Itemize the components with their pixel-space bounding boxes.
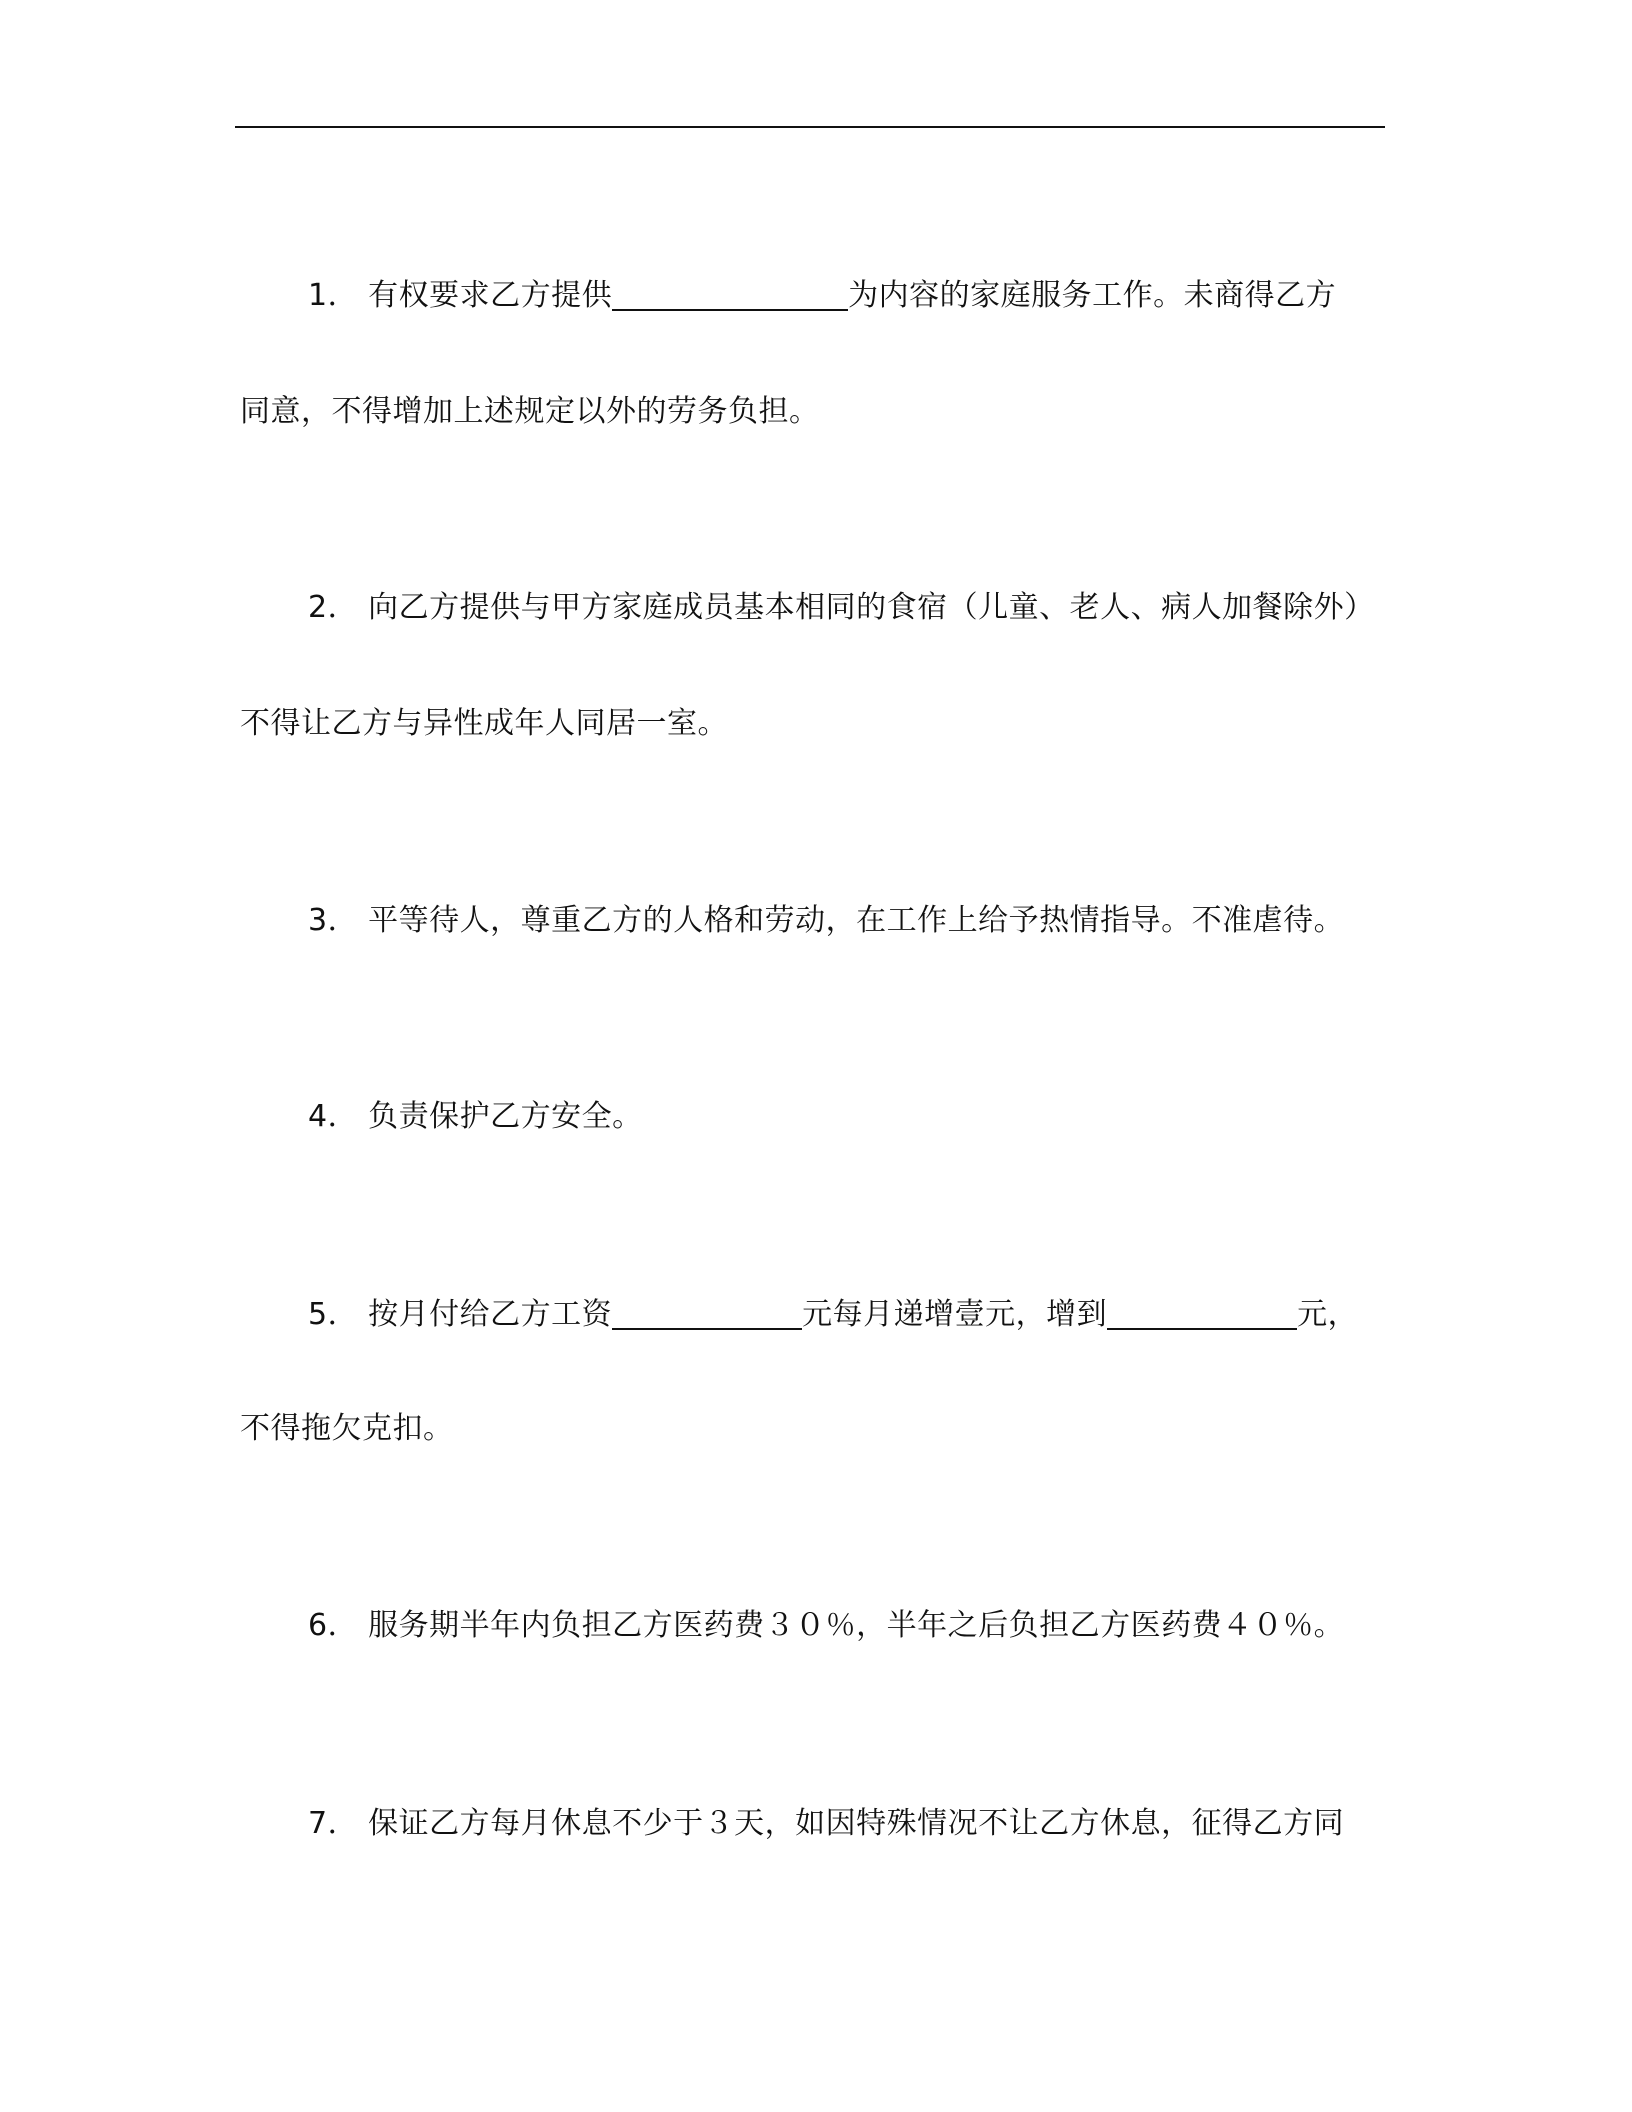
item-5-text-part-1: 按月付给乙方工资 [368,1297,613,1332]
item-1-text-after-blank: 为内容的家庭服务工作。未商得乙方 [848,278,1337,313]
item-7-text: 保证乙方每月休息不少于３天，如因特殊情况不让乙方休息，征得乙方同 [368,1806,1345,1841]
item-5-max-wage-blank[interactable] [1107,1298,1297,1330]
item-2-text: 向乙方提供与甲方家庭成员基本相同的食宿（儿童、老人、病人加餐除外） [368,590,1375,625]
item-5-continuation: 不得拖欠克扣。 [240,1411,454,1446]
item-1-continuation: 同意，不得增加上述规定以外的劳务负担。 [240,394,820,429]
item-3-line-1 [308,901,1344,941]
header-rule [235,126,1385,128]
item-5-line-2 [240,1409,454,1449]
item-1-number: 1． [308,278,359,313]
item-5-wage-blank[interactable] [612,1298,802,1330]
item-6-text: 服务期半年内负担乙方医药费３０％，半年之后负担乙方医药费４０％。 [368,1608,1345,1643]
item-2-number: 2． [308,590,359,625]
item-6-number: 6． [308,1608,359,1643]
item-5-number: 5． [308,1297,359,1332]
item-1-line-1 [308,276,1336,316]
item-5-text-part-3: 元， [1297,1297,1359,1332]
item-7-line-1 [308,1804,1344,1844]
item-3-number: 3． [308,903,359,938]
item-1-line-2 [240,392,820,432]
item-5-text-part-2: 元每月递增壹元，增到 [802,1297,1108,1332]
item-5-line-1 [308,1295,1358,1335]
item-6-line-1 [308,1606,1344,1646]
item-2-line-1 [308,588,1375,628]
item-7-number: 7． [308,1806,359,1841]
item-2-continuation: 不得让乙方与异性成年人同居一室。 [240,706,728,741]
item-4-line-1 [308,1097,643,1137]
item-1-text-before-blank: 有权要求乙方提供 [368,278,613,313]
item-3-text: 平等待人，尊重乙方的人格和劳动，在工作上给予热情指导。不准虐待。 [368,903,1345,938]
item-4-number: 4． [308,1099,359,1134]
item-4-text: 负责保护乙方安全。 [368,1099,643,1134]
item-2-line-2 [240,704,728,744]
item-1-blank[interactable] [612,279,848,311]
